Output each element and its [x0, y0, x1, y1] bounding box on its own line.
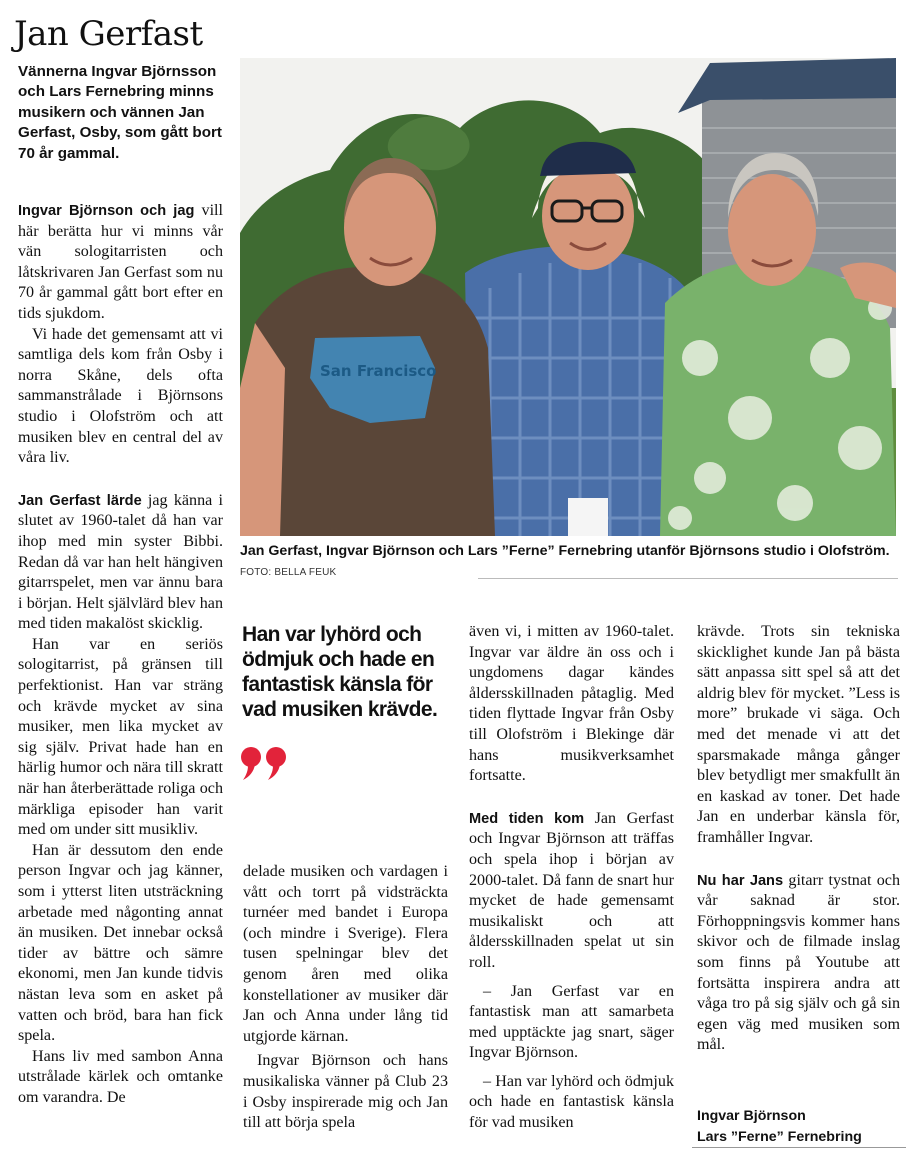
article-signature [697, 1106, 862, 1147]
signature-name: Ingvar Björnson [697, 1108, 806, 1124]
paragraph-text: jag känna i slutet av 1960-talet då han var ihop med min syster Bibbi. Redan då var han helt hängiven gitarrspelet, men var ännu bara i början. Helt självlärd blev han med tiden makalöst skicklig. [18, 491, 223, 633]
paragraph: – Han var lyhörd och ödmjuk och hade en fantastisk känsla för vad musiken [469, 1072, 674, 1132]
quote-marks-shape [241, 747, 286, 780]
paragraph [18, 201, 223, 325]
paragraph: Han var en seriös sologitarrist, på gränsen till perfektionist. Han var sträng och krävde mycket av sina musiker, men lika mycket av sig själv. Privat hade han en härlig humor och nära till skratt när han återberättade roliga och märkliga episoder han varit med om under sitt musikliv. [18, 635, 223, 839]
right-person-face [728, 174, 816, 286]
right-person-shirt [660, 262, 896, 536]
paragraph: även vi, i mitten av 1960-talet. Ingvar var äldre än oss och i ungdomens dagar kändes åldersskillnaden påtaglig. Med tiden flyttade Ingvar från Osby till Olofström i Blekinge där hans musikverksamhet fortsatte. [469, 623, 674, 785]
paragraph: krävde. Trots sin tekniska skicklighet kunde Jan på bästa sätt anpassa sitt spel så att det aldrig blev för mycket. ”Less is more” brukade vi säga. Och med det menade vi att det sparsmakade många gånger blev betydligt mer smakfullt än en kaskad av toner. Det hade Jan en underbar känsla för, framhåller Ingvar. [697, 623, 900, 846]
body-column-3 [469, 622, 674, 1134]
quote-marks-icon [240, 746, 290, 787]
paragraph: Hans liv med sambon Anna utstrålade kärlek och omtanke om varandra. De [18, 1047, 223, 1106]
article-photo [240, 58, 896, 536]
paragraph-kicker: Nu har Jans [697, 872, 784, 889]
photo-credit: FOTO: BELLA FEUK [240, 567, 337, 578]
caption-divider [478, 578, 898, 579]
paragraph: Ingvar Björnson och hans musikaliska vänner på Club 23 i Osby inspirerade mig och Jan till att börja spela [243, 1052, 448, 1132]
paragraph: – Jan Gerfast var en fantastisk man att samarbeta med upptäckte jag snart, säger Ingvar Björnson. [469, 982, 674, 1062]
body-column-1 [18, 201, 223, 1109]
paragraph: Vi hade det gemensamt att vi samtliga dels kom från Osby i norra Skåne, dels ofta sammanstrålade i Björnsons studio i Olofström och att musiken blev en central del av våra liv. [18, 325, 223, 467]
article-headline: Jan Gerfast [14, 14, 203, 54]
body-column-2 [243, 862, 448, 1134]
bottom-divider [692, 1147, 906, 1148]
paragraph [469, 809, 674, 974]
pull-quote: Han var lyhörd och ödmjuk och hade en fantastisk känsla för vad musiken krävde. [242, 623, 438, 721]
photo-caption [240, 541, 900, 583]
middle-person-undershirt [568, 498, 608, 536]
paragraph-text: vill här berätta hur vi minns vår vän sologitarristen och låtskrivaren Jan Gerfast som nu 70 år gammal gått bort efter en tids sjukdom. [18, 202, 223, 322]
signature-name: Lars ”Ferne” Fernebring [697, 1128, 862, 1145]
paragraph: delade musiken och vardagen i vått och torrt på vidsträckta turnéer med bandet i Europa (och mindre i Sverige). Flera tusen spelningar blev det genom åren med olika konstellationer av musiker där Jan och Anna under lång tid utgjorde kärnan. [243, 863, 448, 1045]
paragraph-kicker: Ingvar Björnson och jag [18, 203, 195, 219]
caption-text: Jan Gerfast, Ingvar Björnson och Lars ”Ferne” Fernebring utanför Björnsons studio i Olofström. [240, 543, 890, 559]
body-column-4 [697, 622, 900, 1056]
paragraph-text: gitarr tystnat och vår saknad är stor. Förhoppningsvis kommer hans skivor och de filmade inslag som finns på Youtube att fortsätta inspirera andra att våga tro på sig själv och gå sin egen väg med musiken som mål. [697, 871, 900, 1054]
photo-illustration [240, 58, 896, 536]
paragraph-kicker: Med tiden kom [469, 810, 585, 827]
left-person-shirt-print: San Francisco [320, 362, 437, 380]
paragraph-kicker: Jan Gerfast lärde [18, 492, 142, 509]
left-person-face [344, 170, 436, 286]
quote-marks-icon-svg [240, 746, 290, 782]
paragraph [697, 871, 900, 1056]
article-lead: Vännerna Ingvar Björnsson och Lars Fernebring minns musikern och vännen Jan Gerfast, Osby, som gått bort 70 år gammal. [18, 63, 222, 162]
paragraph [18, 491, 223, 635]
paragraph-text: Jan Gerfast och Ingvar Björnson att träffas och spela ihop i början av 2000-talet. Då fann de snart hur mycket de hade gemensamt musikaliskt och att åldersskillnaden spelat ut sin roll. [469, 809, 674, 971]
paragraph: Han är dessutom den ende person Ingvar och jag känner, som i ytterst liten utsträckning arbetade med någonting annat än musiken. Det innebar också tider av bättre och sämre ekonomi, men Jan kunde tidvis nästan leva som en asket på vatten och bröd, bara han fick spela. [18, 841, 223, 1045]
